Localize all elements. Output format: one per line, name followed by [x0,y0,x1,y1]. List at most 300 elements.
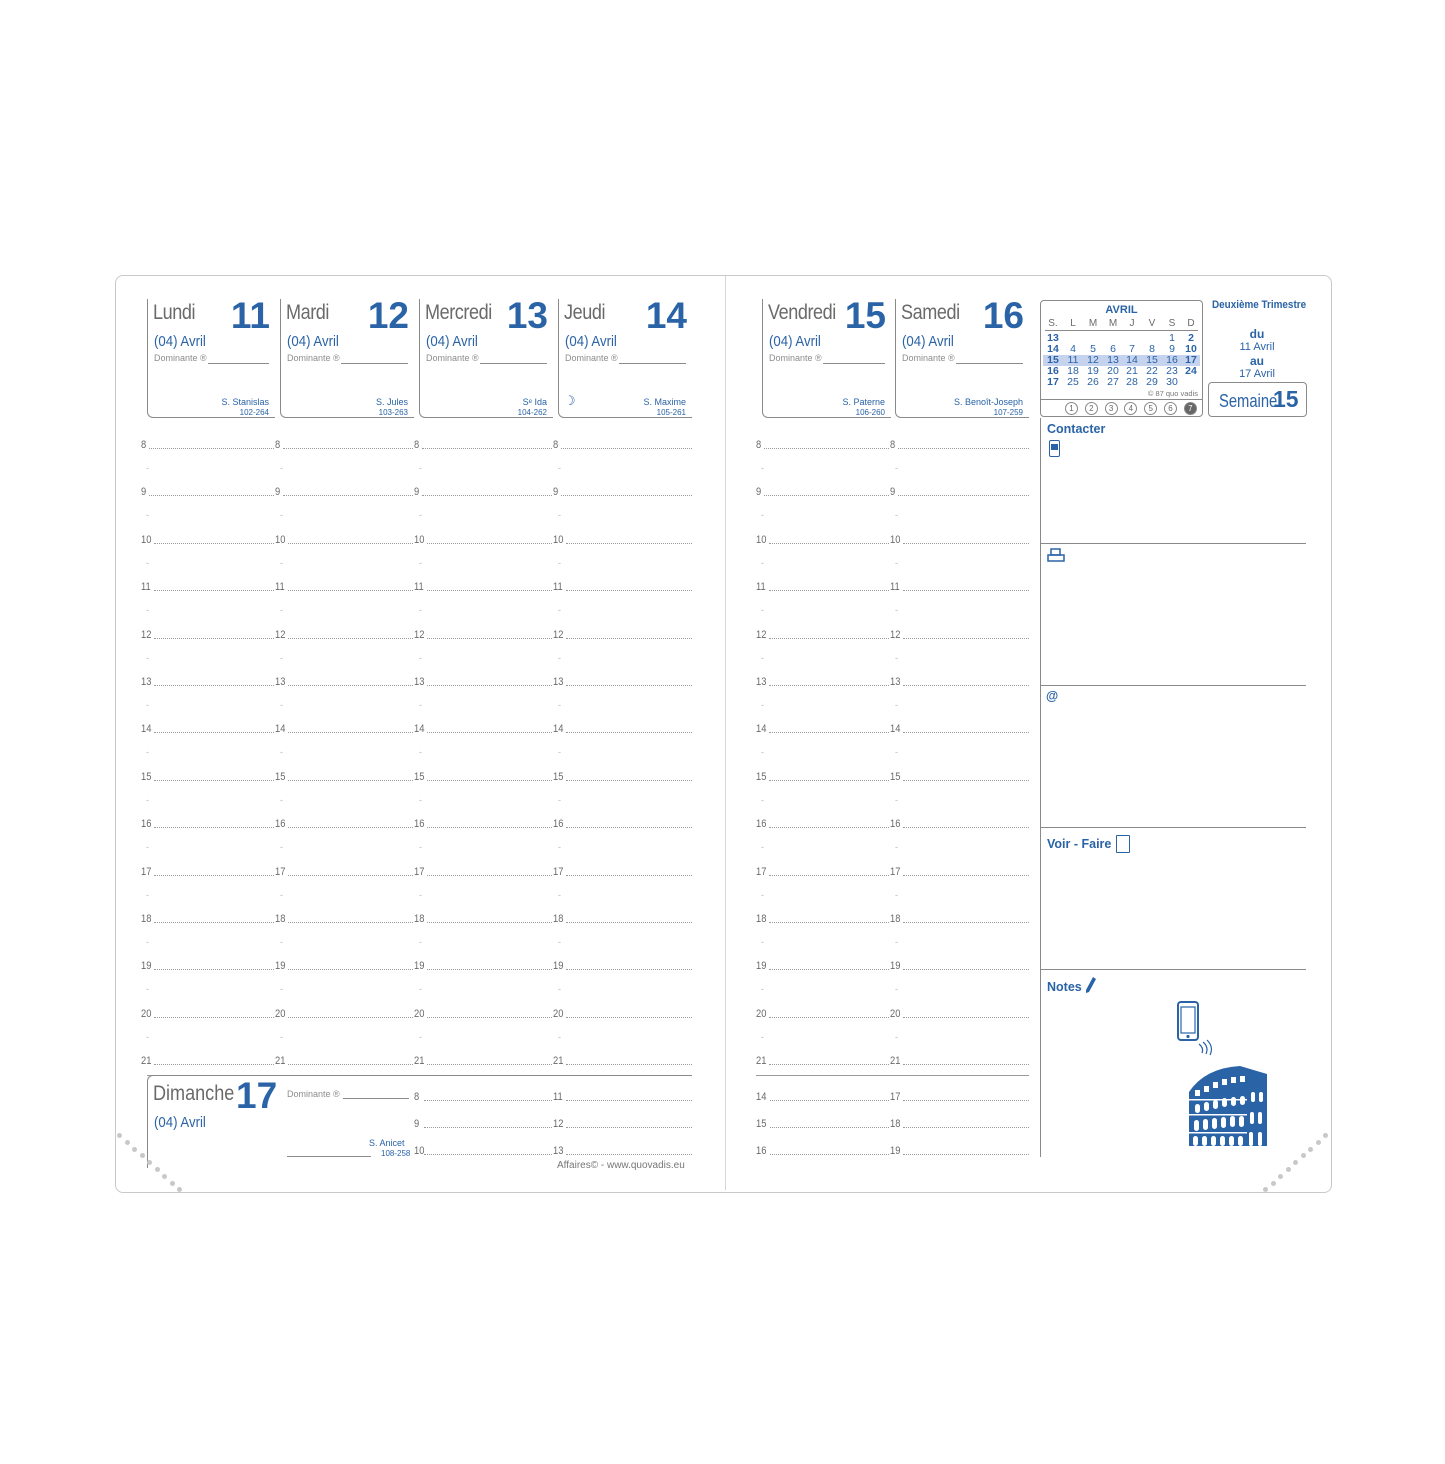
sunday-hour-line [566,1127,692,1128]
hour-line [769,922,889,923]
half-hour-dash: - [761,605,764,616]
half-hour-dash: - [895,842,898,853]
voir-faire-line [1041,969,1306,970]
half-hour-dash: - [280,510,283,521]
hour-line [154,780,274,781]
half-hour-dash: - [419,747,422,758]
hour-line [154,875,274,876]
saint-name: Sᵉ Ida [522,397,547,407]
half-hour-dash: - [558,747,561,758]
hour-line [566,543,692,544]
day-of-year: 106-260 [855,408,885,417]
saturday-hour-label: 17 [890,1091,901,1103]
half-hour-dash: - [895,557,898,568]
hour-line [288,590,413,591]
calendar-day: 10 [1185,343,1197,355]
day-month: (04) Avril [154,333,206,350]
saint-name: S. Stanislas [221,397,269,407]
saturday-hour-line [770,1154,889,1155]
hour-label: 19 [756,960,767,973]
hour-line [561,448,692,449]
hour-label: 8 [890,439,896,451]
calendar-day: 29 [1146,376,1158,388]
calendar-weekday-header: J [1129,318,1135,329]
calendar-day: 16 [1047,365,1059,377]
hour-line [288,543,413,544]
hour-line [769,685,889,686]
half-hour-dash: - [895,463,898,473]
calendar-day: 26 [1087,376,1099,388]
voir-faire-label: Voir - Faire [1047,837,1112,851]
hour-line [769,780,889,781]
hour-line [903,827,1029,828]
hour-label: 11 [141,581,151,594]
sunday-hour-line [424,1127,552,1128]
saturday-hour-line [903,1127,1029,1128]
day-header [280,295,414,418]
hour-line [566,1064,692,1065]
calendar-day: 9 [1169,343,1175,355]
hour-label: 11 [275,581,285,594]
hour-label: 15 [756,770,767,783]
calendar-day: 2 [1188,332,1194,344]
hour-label: 10 [756,533,767,546]
hour-label: 13 [141,676,152,688]
day-name: Mardi [286,301,330,324]
hour-label: 20 [553,1007,564,1020]
day-of-year: 105-261 [656,408,686,417]
contacter-line-1 [1041,543,1306,544]
saint-name: S. Maxime [643,397,686,407]
calendar-weekday-header: S. [1048,318,1058,329]
half-hour-dash: - [761,652,764,663]
calendar-day: 12 [1087,354,1099,366]
hour-line [764,495,889,496]
range-au: au [1249,354,1264,368]
sunday-hour-label: 12 [553,1118,564,1130]
calendar-day: 17 [1185,354,1197,366]
hour-label: 17 [890,865,901,878]
day-name: Samedi [901,301,960,324]
day-name: Vendredi [768,301,836,324]
hour-label: 12 [414,628,425,641]
hour-label: 21 [275,1055,286,1068]
day-number: 16 [982,295,1024,336]
hour-line [288,638,413,639]
day-name: Jeudi [564,301,606,324]
calendar-day: 1 [1169,332,1175,344]
hour-line [288,685,413,686]
hour-line [769,969,889,970]
sunday-hour-label: 13 [553,1145,564,1157]
saturday-hour-label: 14 [756,1091,767,1103]
hour-label: 12 [275,628,286,641]
half-hour-dash: - [146,747,149,758]
dominante-line [956,363,1023,364]
hour-label: 14 [414,723,425,736]
pencil-icon [1085,976,1097,999]
hour-label: 16 [553,818,564,831]
half-hour-dash: - [280,889,283,900]
calendar-day: 27 [1107,376,1119,388]
hour-label: 8 [275,439,281,451]
half-hour-dash: - [558,652,561,663]
half-hour-dash: - [895,747,898,758]
hour-label: 14 [553,723,564,736]
half-hour-dash: - [146,984,149,995]
dominante-label: Dominante ® [154,353,207,363]
hour-line [427,1017,552,1018]
half-hour-dash: - [761,747,764,758]
hour-label: 14 [275,723,286,736]
range-to: 17 Avril [1239,368,1275,380]
hour-line [769,638,889,639]
half-hour-dash: - [558,984,561,995]
calendar-weekday-header: L [1070,318,1076,329]
notes-label: Notes [1047,980,1082,994]
calendar-day: 4 [1070,343,1076,355]
hour-line [427,638,552,639]
hour-line [769,590,889,591]
hour-line [566,780,692,781]
hour-line [288,1064,413,1065]
saturday-hour-label: 16 [756,1145,767,1157]
hour-label: 14 [890,723,901,736]
saint-name: S. Paterne [842,397,885,407]
hour-label: 20 [141,1007,152,1020]
hour-label: 10 [275,533,286,546]
half-hour-dash: - [280,1031,283,1042]
dominante-line [823,363,885,364]
half-hour-dash: - [280,842,283,853]
saturday-hour-line [903,1100,1029,1101]
hour-label: 17 [141,865,152,878]
hour-line [566,638,692,639]
half-hour-dash: - [146,463,149,473]
hour-line [288,969,413,970]
contacter-line-2 [1041,685,1306,686]
sunday-dominante-line [343,1098,409,1099]
calendar-day: 14 [1047,343,1059,355]
half-hour-dash: - [558,1031,561,1042]
calendar-day: 25 [1067,376,1079,388]
hour-line [288,732,413,733]
half-hour-dash: - [146,937,149,947]
colosseum-icon [1185,1062,1271,1153]
day-month: (04) Avril [287,333,339,350]
hour-line [154,1017,274,1018]
day-header [147,295,275,418]
half-hour-dash: - [761,984,764,995]
hour-line [903,969,1029,970]
hour-label: 21 [756,1055,767,1068]
day-number: 13 [506,295,548,336]
hour-line [154,922,274,923]
hour-line [154,1064,274,1065]
hour-label: 9 [890,486,896,499]
hour-label: 14 [141,723,152,736]
half-hour-dash: - [419,463,422,473]
hour-label: 18 [553,913,564,925]
half-hour-dash: - [280,463,283,473]
half-hour-dash: - [895,794,898,805]
hour-line [288,1017,413,1018]
calendar-weekday-header: M [1088,318,1098,329]
hour-line [769,827,889,828]
hour-line [566,732,692,733]
half-hour-dash: - [146,842,149,853]
weekday-circle: 1 [1065,402,1078,415]
day-name: Mercredi [425,301,492,324]
hour-label: 21 [414,1055,425,1068]
hour-label: 13 [553,676,564,688]
day-of-year: 104-262 [517,408,547,417]
hour-label: 18 [756,913,767,925]
sunday-saint: S. Anicet [369,1138,405,1148]
hour-label: 9 [275,486,281,499]
hour-line [427,590,552,591]
hour-label: 16 [141,818,152,831]
hour-label: 9 [414,486,420,499]
day-number: 15 [844,295,886,336]
hour-label: 19 [890,960,901,973]
hour-label: 19 [141,960,152,973]
mini-calendar-copyright: © 87 quo vadis [1147,389,1198,398]
calendar-weekday-header: V [1148,318,1156,329]
half-hour-dash: - [895,700,898,710]
saint-name: S. Benoît-Joseph [953,397,1023,407]
day-header [558,295,692,418]
mini-calendar-divider [1041,399,1202,400]
half-hour-dash: - [419,937,422,947]
spiral-dot [1278,1174,1283,1179]
calendar-day: 13 [1047,332,1059,344]
weekday-circle: 7 [1184,402,1197,415]
half-hour-dash: - [280,937,283,947]
day-month: (04) Avril [902,333,954,350]
spiral-dot [132,1147,137,1152]
half-hour-dash: - [280,984,283,995]
half-hour-dash: - [280,605,283,616]
day-number: 12 [367,295,409,336]
half-hour-dash: - [558,794,561,805]
hour-line [427,780,552,781]
spiral-dot [162,1174,167,1179]
hour-label: 9 [756,486,762,499]
week-label: Semaine [1219,391,1278,411]
calendar-weekday-header: M [1108,318,1118,329]
calendar-day: 5 [1090,343,1096,355]
half-hour-dash: - [558,605,561,616]
calendar-day: 14 [1126,354,1138,366]
half-hour-dash: - [895,889,898,900]
hour-line [566,969,692,970]
spiral-dot [170,1181,175,1186]
email-symbol: @ [1046,689,1059,703]
moon-phase-icon: ☽ [564,393,576,408]
hour-line [427,1064,552,1065]
hour-label: 10 [141,533,152,546]
sunday-hour-line [566,1100,692,1101]
hour-line [427,922,552,923]
hour-line [903,875,1029,876]
right-column-border [1040,418,1041,1157]
sunday-hour-label: 10 [414,1145,425,1157]
sunday-month: (04) Avril [154,1114,206,1131]
half-hour-dash: - [558,510,561,521]
half-hour-dash: - [146,557,149,568]
calendar-day: 16 [1166,354,1178,366]
hour-line [769,1064,889,1065]
hour-line [154,827,274,828]
calendar-day: 21 [1126,365,1138,377]
dominante-line [619,363,686,364]
hour-label: 8 [553,439,559,451]
hour-label: 15 [890,770,901,783]
hour-line [903,685,1029,686]
saturday-hour-label: 18 [890,1118,901,1130]
saint-name: S. Jules [375,397,408,407]
half-hour-dash: - [558,700,561,710]
half-hour-dash: - [280,652,283,663]
saturday-hour-label: 19 [890,1145,901,1157]
hour-label: 13 [414,676,425,688]
hour-line [154,590,274,591]
calendar-day: 30 [1166,376,1178,388]
center-fold [725,276,726,1190]
half-hour-dash: - [895,1031,898,1042]
hour-label: 15 [141,770,152,783]
mini-calendar-underline [1045,330,1198,331]
day-of-year: 102-264 [239,408,269,417]
hour-line [903,732,1029,733]
dominante-label: Dominante ® [565,353,618,363]
calendar-day: 17 [1047,376,1059,388]
half-hour-dash: - [146,652,149,663]
hour-line [154,638,274,639]
hour-line [427,875,552,876]
hour-line [903,543,1029,544]
hour-line [154,969,274,970]
hour-line [288,875,413,876]
hour-label: 16 [756,818,767,831]
half-hour-dash: - [419,605,422,616]
hour-line [149,448,274,449]
spiral-dot [1323,1133,1328,1138]
smartphone-icon [1175,1000,1215,1061]
hour-label: 18 [275,913,286,925]
mobile-phone-icon [1049,440,1060,457]
day-number: 14 [645,295,687,336]
hour-line [149,495,274,496]
day-of-year: 103-263 [378,408,408,417]
hour-line [903,1017,1029,1018]
hour-line [566,922,692,923]
half-hour-dash: - [146,510,149,521]
day-name: Lundi [153,301,196,324]
contacter-label: Contacter [1047,422,1106,436]
hour-label: 8 [756,439,762,451]
hour-line [154,685,274,686]
hour-line [898,495,1029,496]
hour-label: 18 [141,913,152,925]
hour-label: 21 [890,1055,901,1068]
calendar-day: 6 [1110,343,1116,355]
half-hour-dash: - [146,794,149,805]
sunday-number: 17 [236,1075,278,1116]
hour-label: 20 [756,1007,767,1020]
hour-line [903,922,1029,923]
hour-line [898,448,1029,449]
hour-label: 11 [890,581,900,594]
half-hour-dash: - [895,605,898,616]
day-header [762,295,891,418]
calendar-day: 23 [1166,365,1178,377]
hour-label: 16 [275,818,286,831]
sunday-line [287,1156,371,1157]
half-hour-dash: - [761,937,764,947]
spiral-dot [140,1153,145,1158]
sunday-name: Dimanche [153,1082,235,1105]
hour-label: 13 [756,676,767,688]
saturday-hour-line [770,1127,889,1128]
calendar-day: 8 [1149,343,1155,355]
hour-label: 9 [553,486,559,499]
half-hour-dash: - [558,889,561,900]
hour-line [566,1017,692,1018]
hour-label: 15 [414,770,425,783]
hour-label: 16 [890,818,901,831]
mini-calendar-month: AVRIL [1105,304,1138,316]
day-header [895,295,1029,418]
hour-line [154,732,274,733]
hour-label: 11 [756,581,766,594]
hour-line [769,732,889,733]
hour-line [769,1017,889,1018]
saturday-hour-label: 15 [756,1118,767,1130]
day-month: (04) Avril [426,333,478,350]
half-hour-dash: - [895,652,898,663]
hour-line [422,448,552,449]
half-hour-dash: - [280,794,283,805]
hour-label: 15 [553,770,564,783]
hour-label: 16 [414,818,425,831]
day-number: 11 [230,295,270,336]
saturday-hour-line [903,1154,1029,1155]
hour-line [903,780,1029,781]
calendar-day: 15 [1047,354,1059,366]
half-hour-dash: - [146,1031,149,1042]
spiral-dot [125,1140,130,1145]
calendar-day: 28 [1126,376,1138,388]
hour-line [288,827,413,828]
calendar-day: 24 [1185,365,1197,377]
hour-line [154,543,274,544]
range-from: 11 Avril [1239,341,1275,353]
hour-label: 21 [141,1055,152,1068]
hour-label: 13 [890,676,901,688]
hour-line [903,638,1029,639]
calendar-weekday-header: S [1168,318,1176,329]
calendar-day: 22 [1146,365,1158,377]
half-hour-dash: - [419,700,422,710]
hour-label: 17 [414,865,425,878]
hour-line [288,780,413,781]
hour-label: 12 [756,628,767,641]
calendar-day: 19 [1087,365,1099,377]
hour-line [427,543,552,544]
half-hour-dash: - [280,747,283,758]
